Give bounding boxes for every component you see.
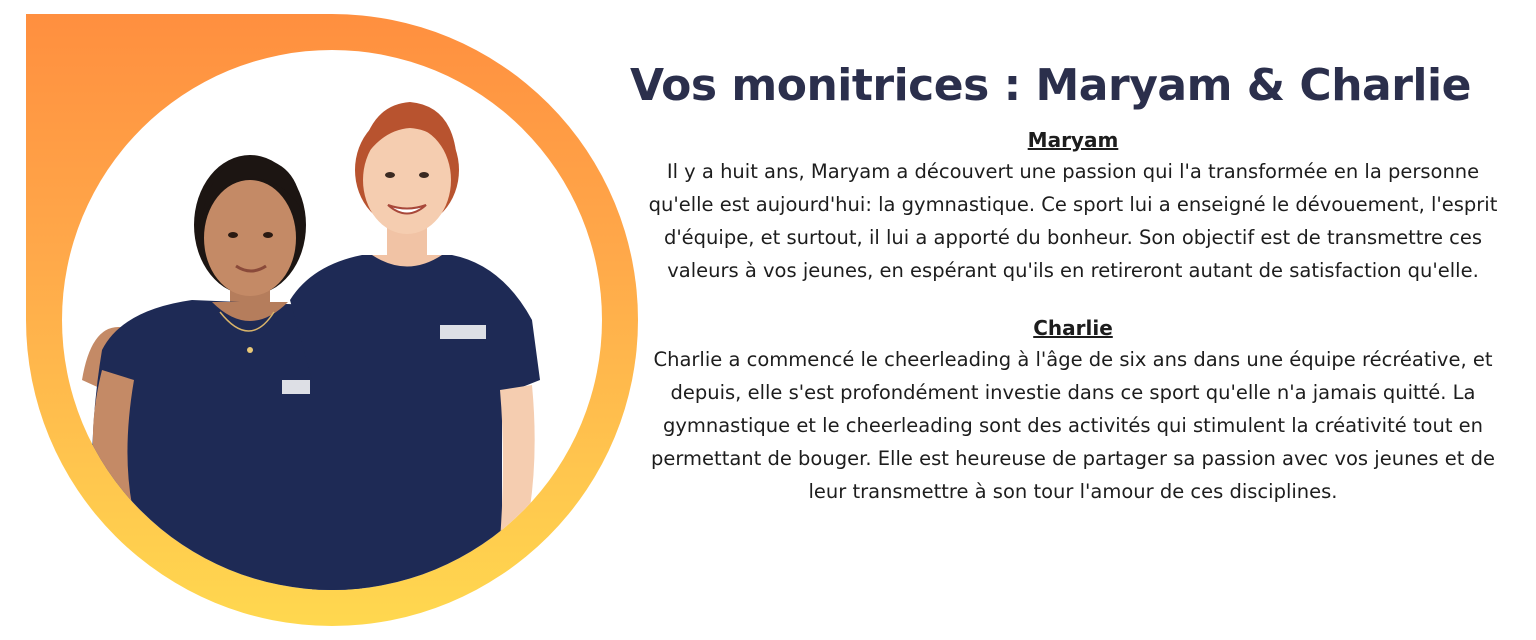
section-text: Il y a huit ans, Maryam a découvert une passion qui l'a transformée en la personne qu'elle est aujourd'hui: la gymnastique. Ce sport lui a enseigné le dévouement, l'esprit d'équipe, et surtout, il lui a apporté du bonheur. Son objectif est de transmettre ces valeurs à vos jeunes, en espérant qu'ils en retireront autant de satisfaction qu'elle. <box>648 159 1498 282</box>
text-content <box>630 60 1516 508</box>
section-maryam <box>630 127 1516 287</box>
section-charlie <box>630 315 1516 508</box>
coaches-photo <box>62 50 602 590</box>
section-spacer <box>630 287 1516 315</box>
section-text: Charlie a commencé le cheerleading à l'âge de six ans dans une équipe récréative, et depuis, elle s'est profondément investie dans ce sport qu'elle n'a jamais quitté. La gymnastique et le cheerleading sont des activités qui stimulent la créativité tout en permettant de bouger. Elle est heureuse de partager sa passion avec vos jeunes et de leur transmettre à son tour l'amour de ces disciplines. <box>651 347 1495 503</box>
page-title: Vos monitrices : Maryam & Charlie <box>630 60 1471 111</box>
section-name: Maryam <box>1027 127 1119 152</box>
coaches-illustration <box>62 50 602 590</box>
section-name: Charlie <box>1033 315 1113 340</box>
